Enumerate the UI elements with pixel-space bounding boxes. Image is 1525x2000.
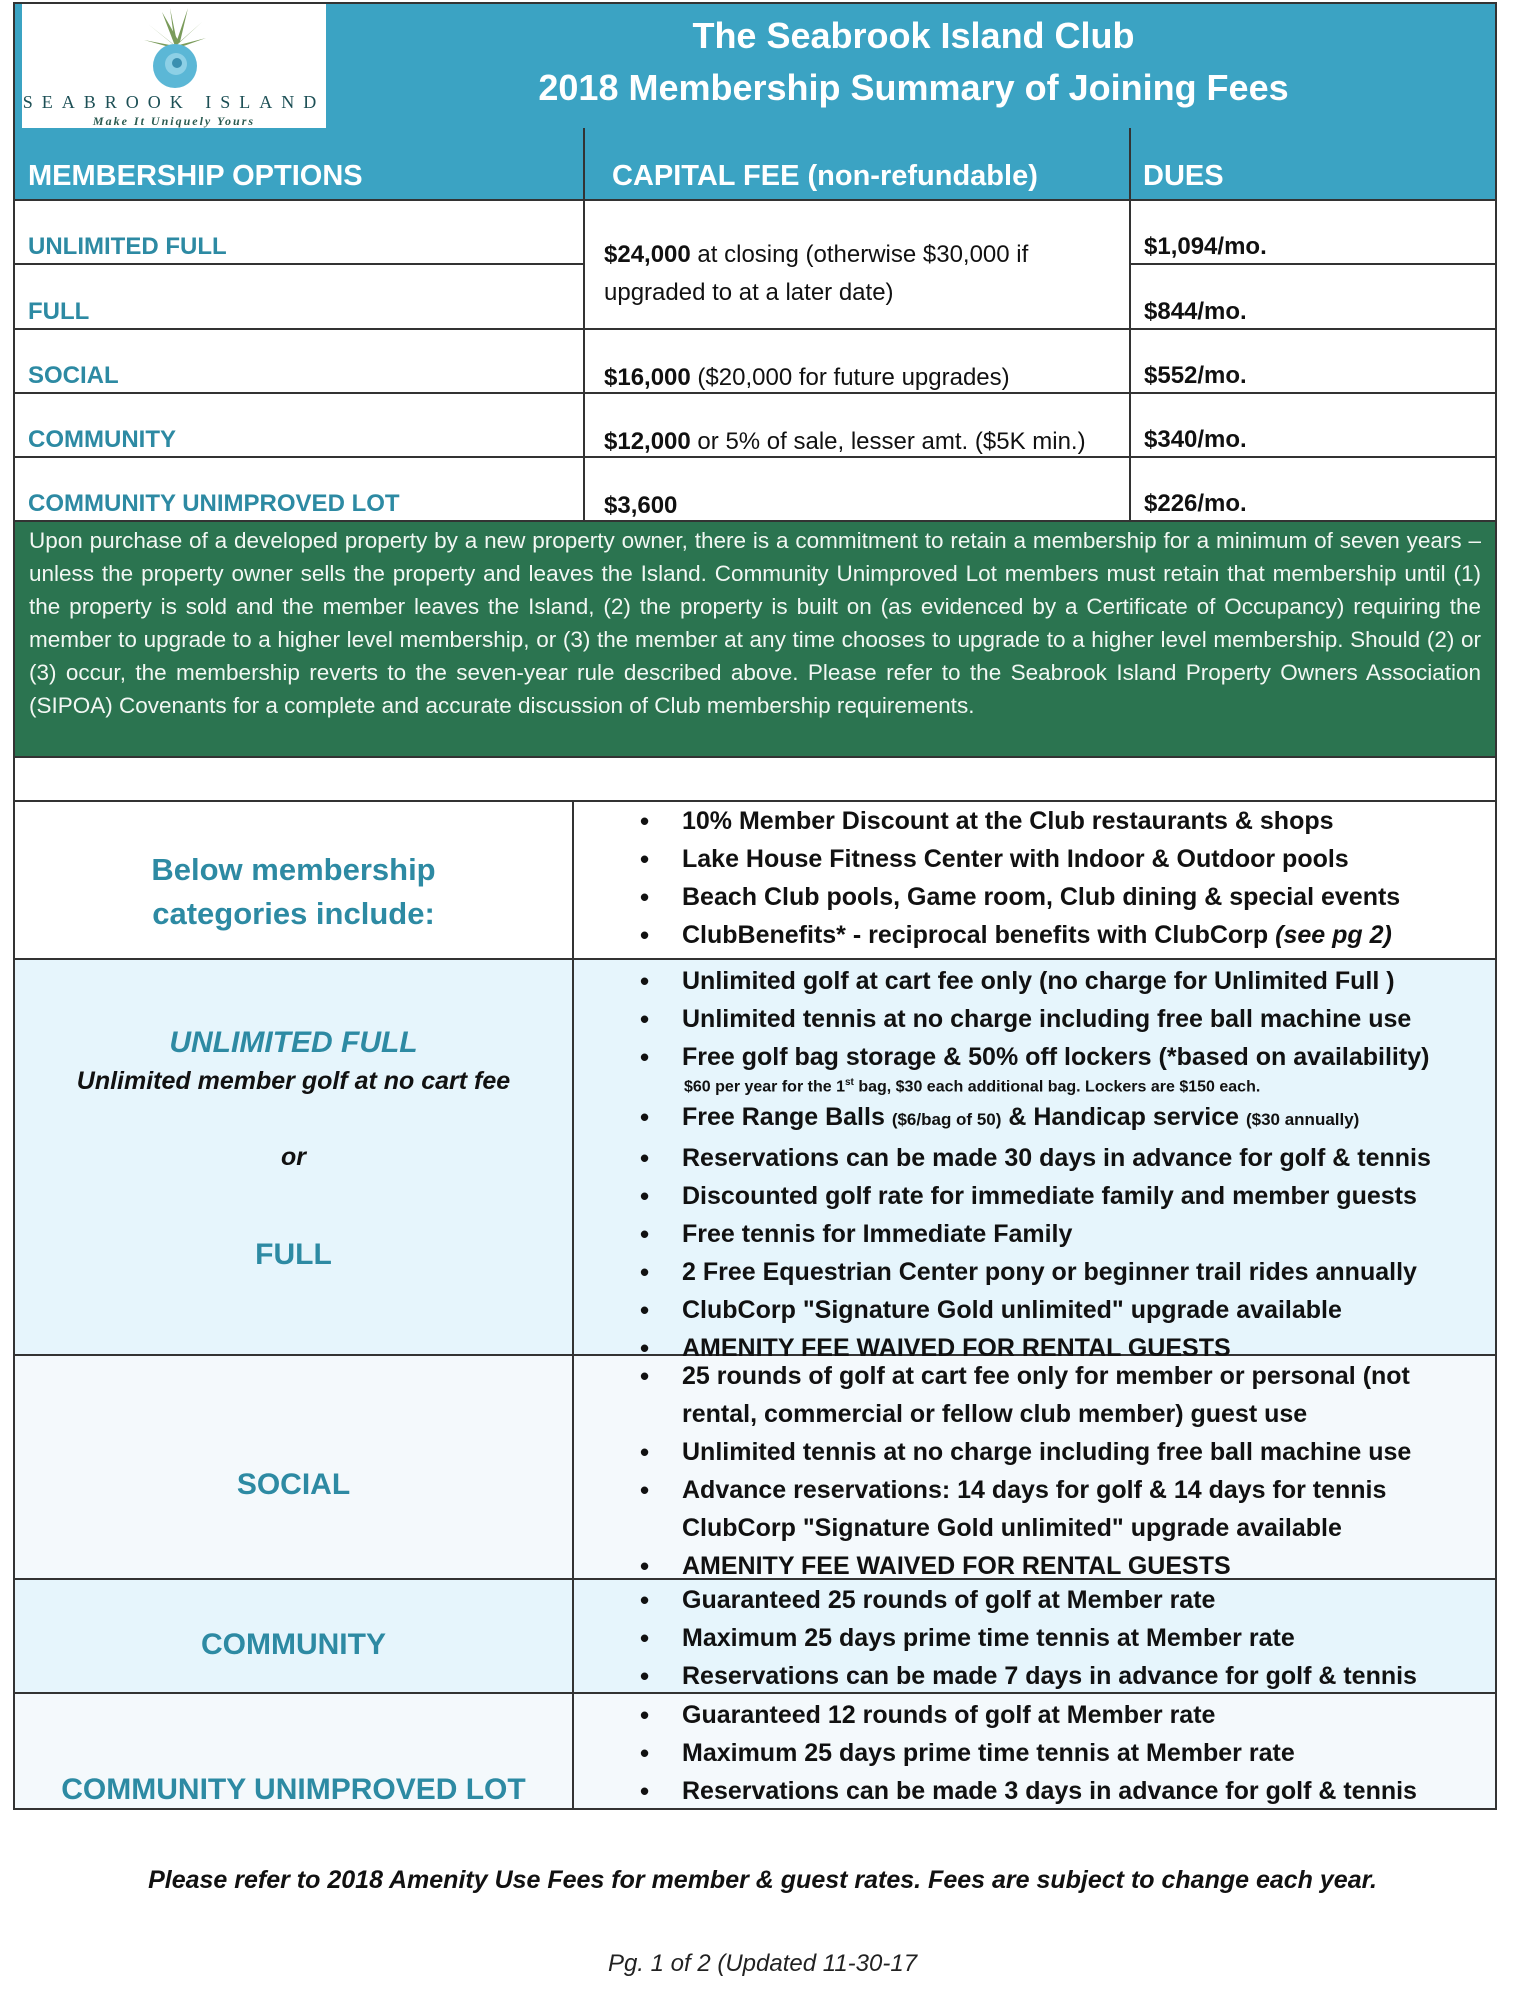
- list-item: • Unlimited tennis at no charge including free ball machine use: [574, 1000, 1431, 1038]
- membership-commitment-notice: Upon purchase of a developed property by a new property owner, there is a commitment to retain a membership for a minimum of seven years – unless the property owner sells the property and leaves the Island. Community Unimproved Lot members must retain that membership until (1) the property is sold and the member leaves the Island, (2) the property is built on (as evidenced by a Certificate of Occupancy) requiring the member to upgrade to a higher level membership, or (3) the member at any time chooses to upgrade to a higher level membership. Should (2) or (3) occur, the membership reverts to the seven-year rule described above. Please refer to the Seabrook Island Property Owners Association (SIPOA) Covenants for a complete and accurate discussion of Club membership requirements.: [13, 520, 1497, 758]
- bag-note-sup: st: [844, 1077, 854, 1088]
- capital-fee-community-detail: or 5% of sale, lesser amt. ($5K min.): [690, 428, 1086, 455]
- nautilus-shell-palm-icon: [140, 6, 210, 92]
- list-item-text: ClubBenefits* - reciprocal benefits with ClubCorp: [682, 921, 1276, 949]
- title-line-1: The Seabrook Island Club: [692, 15, 1135, 56]
- category-sublabel: Unlimited member golf at no cart fee: [76, 1067, 511, 1095]
- list-item-continuation: ClubCorp "Signature Gold unlimited" upgrade available: [682, 1514, 1342, 1542]
- category-label-social: SOCIAL: [236, 1468, 351, 1501]
- dues-community: $340/mo.: [1144, 426, 1247, 453]
- list-item: • Reservations can be made 30 days in advance for golf & tennis: [574, 1139, 1431, 1177]
- capital-fee-community: [604, 423, 1086, 461]
- list-item: • AMENITY FEE WAIVED FOR RENTAL GUESTS: [574, 1329, 1431, 1367]
- benefits-intro-list: [574, 802, 1400, 954]
- list-item: • Free tennis for Immediate Family: [574, 1215, 1431, 1253]
- list-item: • ClubCorp "Signature Gold unlimited" upgrade available: [574, 1291, 1431, 1329]
- list-item: • Maximum 25 days prime time tennis at Member rate: [574, 1619, 1417, 1657]
- list-item: • Reservations can be made 7 days in advance for golf & tennis: [574, 1657, 1417, 1695]
- list-item: • AMENITY FEE WAIVED FOR RENTAL GUESTS: [574, 1547, 1411, 1585]
- capital-fee-full: [604, 236, 1104, 312]
- handicap-price: ($30 annually): [1245, 1110, 1360, 1130]
- range-balls-text: Free Range Balls: [682, 1103, 892, 1132]
- capital-fee-community-amount: $12,000: [604, 428, 691, 455]
- capital-fee-social-detail: ($20,000 for future upgrades): [690, 364, 1010, 391]
- option-community-unimproved-lot: COMMUNITY UNIMPROVED LOT: [28, 490, 400, 517]
- list-item: • 2 Free Equestrian Center pony or beginner trail rides annually: [574, 1253, 1431, 1291]
- bag-note-text: $60 per year for the 1: [684, 1078, 845, 1096]
- handicap-text: & Handicap service: [1001, 1103, 1246, 1132]
- column-header-options: MEMBERSHIP OPTIONS: [28, 160, 363, 192]
- dues-community-lot: $226/mo.: [1144, 490, 1247, 517]
- capital-fee-full-detail: at closing (otherwise $30,000 if upgraded to at a later date): [604, 241, 1029, 306]
- page-number: Pg. 1 of 2 (Updated 11-30-17: [607, 1950, 918, 1977]
- benefits-community-list: [574, 1581, 1417, 1695]
- option-full: FULL: [28, 298, 90, 325]
- list-item: • Guaranteed 12 rounds of golf at Member rate: [574, 1696, 1417, 1734]
- list-item: • Beach Club pools, Game room, Club dining & special events: [574, 878, 1400, 916]
- bag-storage-note: [574, 1072, 1431, 1098]
- column-header-capital-fee: CAPITAL FEE (non-refundable): [612, 160, 1038, 192]
- logo-tagline: Make It Uniquely Yours: [92, 114, 256, 128]
- capital-fee-full-amount: $24,000: [604, 241, 691, 268]
- option-unlimited-full: UNLIMITED FULL: [28, 233, 227, 260]
- list-item-continuation: rental, commercial or fellow club member) guest use: [682, 1400, 1308, 1428]
- dues-full: $844/mo.: [1144, 298, 1247, 325]
- list-item: • Guaranteed 25 rounds of golf at Member rate: [574, 1581, 1417, 1619]
- logo-wordmark: SEABROOK ISLAND: [22, 92, 326, 112]
- capital-fee-social-amount: $16,000: [604, 364, 691, 391]
- title-line-2: 2018 Membership Summary of Joining Fees: [538, 67, 1289, 108]
- option-community: COMMUNITY: [28, 426, 176, 453]
- capital-fee-community-lot-amount: $3,600: [604, 492, 678, 519]
- dues-unlimited-full: $1,094/mo.: [1144, 233, 1267, 260]
- list-item: • 25 rounds of golf at cart fee only for member or personal (not: [574, 1357, 1411, 1395]
- intro-label-line-1: Below membership: [151, 852, 436, 887]
- capital-fee-social: [604, 359, 1010, 397]
- dues-social: $552/mo.: [1144, 362, 1247, 389]
- list-item: • Unlimited golf at cart fee only (no charge for Unlimited Full ): [574, 962, 1431, 1000]
- list-item: • Discounted golf rate for immediate family and member guests: [574, 1177, 1431, 1215]
- list-item: • Reservations can be made 3 days in advance for golf & tennis: [574, 1772, 1417, 1810]
- list-item: • Lake House Fitness Center with Indoor & Outdoor pools: [574, 840, 1400, 878]
- list-item: • Unlimited tennis at no charge including free ball machine use: [574, 1433, 1411, 1471]
- category-label-unlimited-full: UNLIMITED FULL: [169, 1026, 418, 1059]
- page-title: [330, 10, 1497, 114]
- spacer-row: [13, 756, 1497, 802]
- list-item: • Advance reservations: 14 days for golf & 14 days for tennis: [574, 1471, 1411, 1509]
- list-item: [574, 916, 1400, 954]
- see-page-2-note: (see pg 2): [1275, 921, 1392, 949]
- list-item: [574, 1098, 1431, 1139]
- category-label-full: FULL: [255, 1238, 332, 1271]
- option-social: SOCIAL: [28, 362, 119, 389]
- column-header-dues: DUES: [1143, 160, 1224, 192]
- benefits-social-list: [574, 1357, 1411, 1585]
- benefits-unlimited-full-list: [574, 962, 1431, 1367]
- category-label-community: COMMUNITY: [201, 1628, 386, 1661]
- list-item: • Free golf bag storage & 50% off lockers (*based on availability): [574, 1038, 1431, 1076]
- benefits-community-lot-list: [574, 1696, 1417, 1810]
- intro-label-line-2: categories include:: [152, 896, 435, 931]
- category-or: or: [281, 1143, 306, 1171]
- bag-note-text-2: bag, $30 each additional bag. Lockers are $150 each.: [853, 1078, 1261, 1096]
- seabrook-logo: [22, 4, 326, 128]
- list-item: • Maximum 25 days prime time tennis at Member rate: [574, 1734, 1417, 1772]
- range-balls-price: ($6/bag of 50): [891, 1110, 1002, 1130]
- footer-note: Please refer to 2018 Amenity Use Fees for member & guest rates. Fees are subject to change each year.: [148, 1866, 1377, 1894]
- category-label-community-lot: COMMUNITY UNIMPROVED LOT: [61, 1773, 526, 1806]
- benefits-intro-label: [15, 848, 572, 936]
- category-unlimited-full: [15, 1022, 572, 1276]
- list-item: • 10% Member Discount at the Club restaurants & shops: [574, 802, 1400, 840]
